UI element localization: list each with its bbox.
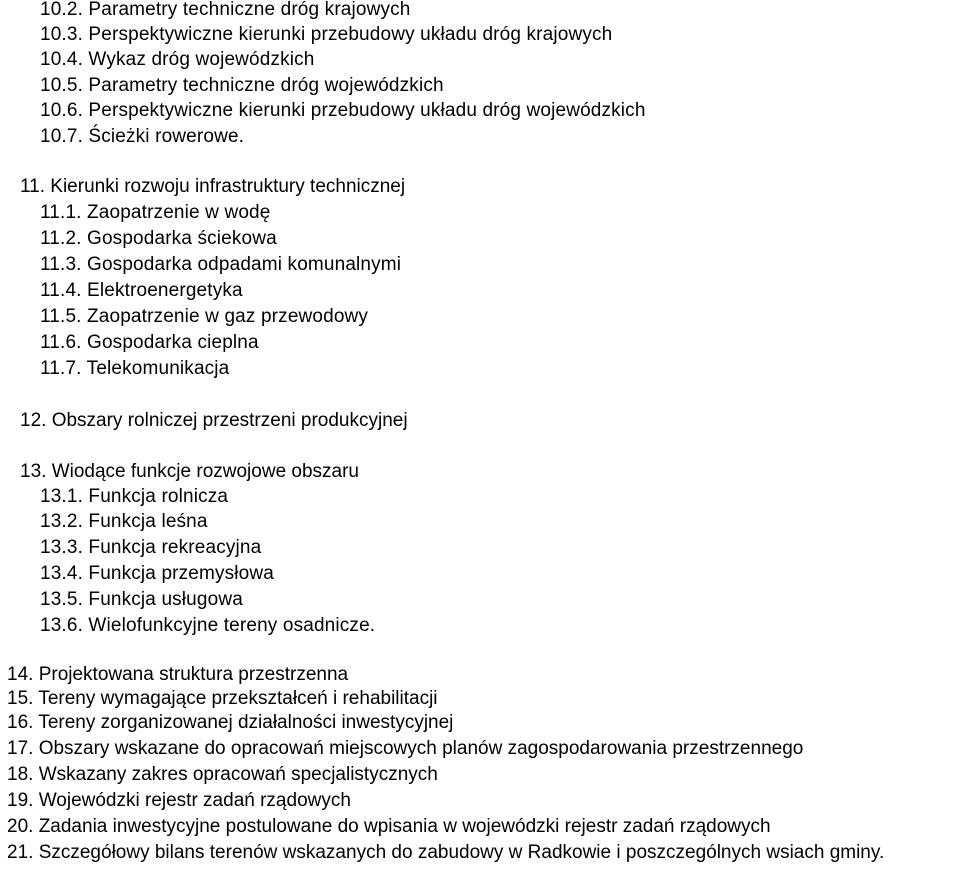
- toc-entry-10-3: 10.3. Perspektywiczne kierunki przebudowy układu dróg krajowych: [40, 24, 613, 45]
- toc-entry-19: 19. Wojewódzki rejestr zadań rządowych: [7, 790, 351, 811]
- toc-entry-10-6: 10.6. Perspektywiczne kierunki przebudowy układu dróg wojewódzkich: [40, 100, 646, 121]
- toc-entry-10-5: 10.5. Parametry techniczne dróg wojewódzkich: [40, 75, 444, 96]
- toc-entry-11-4: 11.4. Elektroenergetyka: [40, 280, 243, 301]
- toc-entry-20: 20. Zadania inwestycyjne postulowane do wpisania w wojewódzki rejestr zadań rządowych: [7, 816, 771, 837]
- toc-entry-13-5: 13.5. Funkcja usługowa: [40, 589, 243, 610]
- toc-entry-11-2: 11.2. Gospodarka ściekowa: [40, 228, 277, 249]
- toc-entry-13-6: 13.6. Wielofunkcyjne tereny osadnicze.: [40, 615, 376, 636]
- toc-entry-11-7: 11.7. Telekomunikacja: [40, 358, 230, 379]
- toc-entry-13-1: 13.1. Funkcja rolnicza: [40, 486, 229, 507]
- toc-entry-15: 15. Tereny wymagające przekształceń i rehabilitacji: [7, 688, 438, 709]
- toc-entry-14: 14. Projektowana struktura przestrzenna: [7, 664, 349, 685]
- toc-entry-10-4: 10.4. Wykaz dróg wojewódzkich: [40, 49, 315, 70]
- toc-entry-13-4: 13.4. Funkcja przemysłowa: [40, 563, 274, 584]
- toc-entry-13-2: 13.2. Funkcja leśna: [40, 511, 208, 532]
- toc-entry-18: 18. Wskazany zakres opracowań specjalistycznych: [7, 764, 438, 785]
- toc-entry-11-3: 11.3. Gospodarka odpadami komunalnymi: [40, 254, 402, 275]
- toc-entry-11-1: 11.1. Zaopatrzenie w wodę: [40, 202, 271, 223]
- toc-entry-11: 11. Kierunki rozwoju infrastruktury technicznej: [20, 176, 406, 197]
- toc-entry-17: 17. Obszary wskazane do opracowań miejscowych planów zagospodarowania przestrzennego: [7, 738, 804, 759]
- toc-entry-11-6: 11.6. Gospodarka cieplna: [40, 332, 259, 353]
- toc-entry-12: 12. Obszary rolniczej przestrzeni produkcyjnej: [20, 410, 408, 431]
- toc-entry-10-7: 10.7. Ścieżki rowerowe.: [40, 126, 245, 147]
- toc-entry-11-5: 11.5. Zaopatrzenie w gaz przewodowy: [40, 306, 369, 327]
- toc-entry-13-3: 13.3. Funkcja rekreacyjna: [40, 537, 262, 558]
- toc-entry-13: 13. Wiodące funkcje rozwojowe obszaru: [20, 461, 360, 482]
- toc-entry-21: 21. Szczegółowy bilans terenów wskazanych do zabudowy w Radkowie i poszczególnych wsiach gminy.: [7, 842, 885, 863]
- toc-entry-16: 16. Tereny zorganizowanej działalności inwestycyjnej: [7, 712, 454, 733]
- toc-entry-10-2: 10.2. Parametry techniczne dróg krajowych: [40, 0, 411, 20]
